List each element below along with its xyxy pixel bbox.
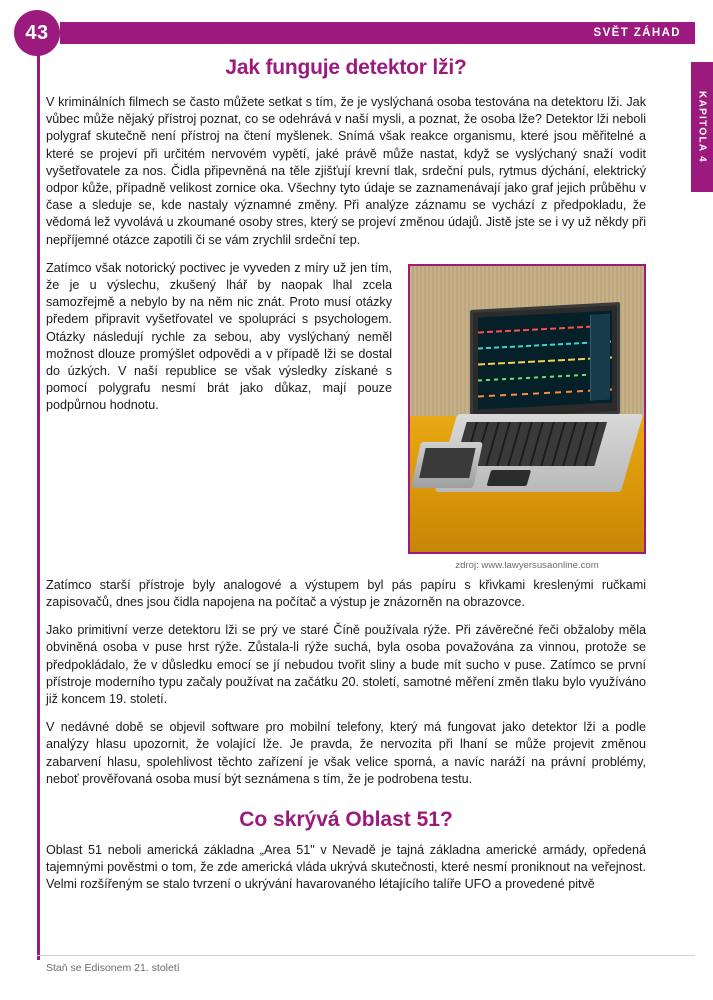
laptop-screen-content — [478, 310, 612, 409]
laptop-screen — [470, 302, 620, 422]
laptop-touchpad — [487, 470, 532, 486]
footer-divider — [37, 955, 695, 956]
paragraph: Zatímco starší přístroje byly analogové a výstupem byl pás papíru s křivkami kreslenými ručkami zapisovačů, dnes jsou čidla napojena na počítač a výstup je znázorněn na obrazovce. — [46, 577, 646, 610]
left-margin-rule — [37, 48, 40, 960]
paragraph: Zatímco však notorický poctivec je vyveden z míry už jen tím, že je u výslechu, zkušený lhář by naopak lhal zcela samozřejmě a nebylo by na něm nic znát. Proto musí otázky předem připravit vyšetřovatel ve spolupráci s psychologem. Otázky následují rychle za sebou, aby vyslýchaný neměl možnost dlouze promýšlet odpovědi a v případě lži se dostal do úzkých. V naší republice se však výsledky získané s pomocí polygrafu nesmí brát jako důkaz, mají pouze podpůrnou hodnotu. — [46, 260, 392, 413]
polygraph-laptop-photo — [408, 264, 646, 554]
polygraph-sensor-box — [411, 442, 483, 488]
paragraph: Jako primitivní verze detektoru lži se prý ve staré Číně používala rýže. Při závěrečné řeči obžaloby měla obviněná osoba v puse hrst rýže. Zůstala-li rýže suchá, byla osoba považována za vinnou, protože se předpokládalo, že v důsledku emocí se jí nebudou tvořit sliny a bude mít sucho v puse. Zatímco se první přístroje moderního typu začaly používat na začátku 20. století, samotné měření změn tlaku bylo využíváno již koncem 19. století. — [46, 623, 646, 707]
footer-text: Staň se Edisonem 21. století — [46, 962, 180, 974]
figure-caption: zdroj: www.lawyersusaonline.com — [455, 559, 599, 571]
page-title: Jak funguje detektor lži? — [225, 56, 467, 79]
section-title: SVĚT ZÁHAD — [593, 27, 681, 39]
paragraph: V kriminálních filmech se často můžete setkat s tím, že je vyslýchaná osoba testována na detektoru lži. Jak vůbec může nějaký přístroj poznat, co se odehrává v naší mysli, a poznat, že osoba lže? Detektor lži neboli polygraf skutečně není přístroj na čtení myšlenek. Snímá však reakce organismu, které jsou měřitelné a které se projeví při určitém nervovém vypětí, jaké právě může nastat, když se vyslýchaný snaží vodit vyšetřovatele za nos. Čidla připevněná na těle zjišťují krevní tlak, srdeční puls, rytmus dýchání, elektrický odpor kůže, případně velikost zornice oka. Všechny tyto údaje se zaznamenávají jako graf jejich průběhu v čase a sleduje se, kde nastaly významné změny. Při analýze záznamu se vychází z předpokladu, že vědomá lež vyvolává u zkoumané osoby stres, který se projeví změnou údajů. Jistě jste se i vy už někdy při nepříjemné otázce zapotili či se vám zrychlil srdeční tep. — [46, 95, 646, 247]
paragraph: V nedávné době se objevil software pro mobilní telefony, který má fungovat jako detektor lži a podle analýzy hlasu upozornit, že volající lže. Je pravda, že nervozita při lhaní se může projevit změnou zabarvení hlasu, spolehlivost těchto zařízení je však velice sporná, a navíc naráží na právní problémy, neboť prověřovaná osoba musí být seznámena s tím, že je podrobena testu. — [46, 720, 646, 786]
section-heading: Co skrývá Oblast 51? — [239, 808, 453, 832]
chapter-tab — [691, 62, 713, 192]
article-content — [46, 56, 646, 905]
paragraph: Oblast 51 neboli americká základna „Area 51" v Nevadě je tajná základna americké armády, opředená tajemnými pověstmi o tom, že zde americká vláda ukrývá skutečnosti, které nesmí proniknout na veřejnost. Velmi rozšířeným se stalo tvrzení o ukrývání havarovaného létajícího talíře UFO a provedené pitvě — [46, 843, 646, 892]
figure — [408, 264, 646, 571]
sensor-box-face — [419, 448, 475, 478]
page-number-badge: 43 — [14, 10, 60, 56]
header-bar — [60, 22, 695, 44]
chapter-tab-label: KAPITOLA 4 — [696, 91, 708, 163]
screen-side-panel — [590, 313, 610, 400]
